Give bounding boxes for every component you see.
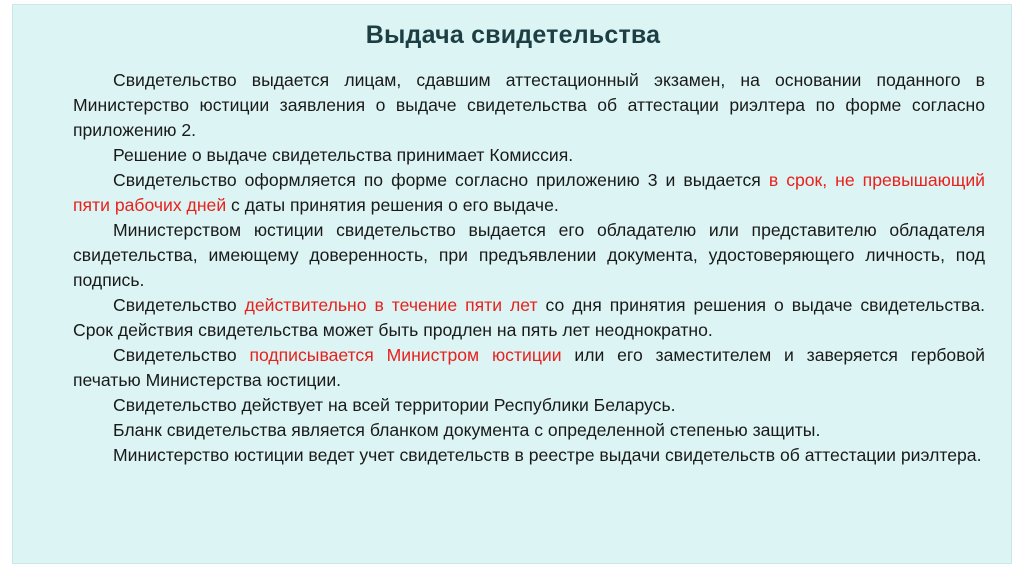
paragraph-text: или его заместителем и заверяется гербовой печатью Министерства юстиции. xyxy=(73,345,985,390)
paragraph xyxy=(73,68,985,143)
slide-title: Выдача свидетельства xyxy=(365,21,661,49)
paragraph-text: со дня принятия решения о выдаче свидетельства. Срок действия свидетельства может быть продлен на пять лет неоднократно. xyxy=(73,295,985,340)
paragraph xyxy=(73,218,985,293)
paragraph-text: Свидетельство xyxy=(113,345,250,365)
highlighted-text: в срок, не превышающий пяти рабочих дней xyxy=(73,170,985,215)
paragraph xyxy=(73,393,985,418)
paragraph-text: Свидетельство xyxy=(113,295,245,315)
paragraph-text: Свидетельство выдается лицам, сдавшим аттестационный экзамен, на основании поданного в Министерство юстиции заявления о выдаче свидетельства об аттестации риэлтера по форме согласно приложению 2. xyxy=(73,70,985,140)
paragraph-text: Свидетельство действует на всей территории Республики Беларусь. xyxy=(113,395,676,415)
slide xyxy=(12,4,1012,564)
highlighted-text: подписывается Министром юстиции xyxy=(249,345,562,365)
slide-body xyxy=(73,68,985,468)
paragraph-text: Министерством юстиции свидетельство выдается его обладателю или представителю обладателя свидетельства, имеющему доверенность, при предъявлении документа, удостоверяющего личность, под подпись. xyxy=(73,220,985,290)
paragraph-text: Решение о выдаче свидетельства принимает Комиссия. xyxy=(113,145,574,165)
paragraph-text: Бланк свидетельства является бланком документа с определенной степенью защиты. xyxy=(113,420,821,440)
paragraph-text: Свидетельство оформляется по форме согласно приложению 3 и выдается xyxy=(113,170,769,190)
paragraph-text: Министерство юстиции ведет учет свидетельств в реестре выдачи свидетельств об аттестации риэлтера. xyxy=(113,445,982,465)
paragraph xyxy=(73,343,985,393)
paragraph xyxy=(73,418,985,443)
paragraph-text: с даты принятия решения о его выдаче. xyxy=(226,195,559,215)
paragraph xyxy=(73,443,985,468)
highlighted-text: действительно в течение пяти лет xyxy=(244,295,538,315)
paragraph xyxy=(73,143,985,168)
paragraph xyxy=(73,168,985,218)
paragraph xyxy=(73,293,985,343)
